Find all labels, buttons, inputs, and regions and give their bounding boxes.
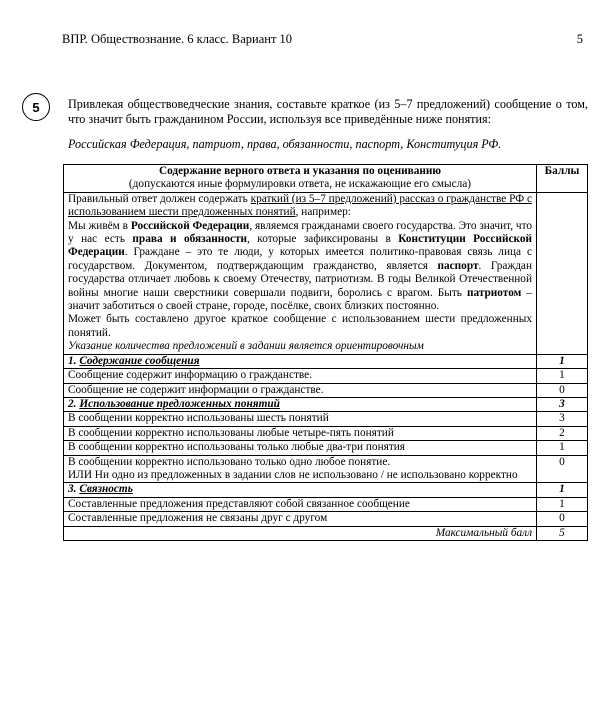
table-row: [64, 441, 588, 455]
criterion-title: Связность: [79, 483, 133, 496]
task-number-badge: 5: [22, 93, 50, 121]
criterion-title: Содержание сообщения: [79, 354, 200, 367]
criterion-row-score: 1: [537, 369, 588, 383]
answer-example: Мы живём в Российской Федерации, являемся гражданами своего государства. Это значит, что у нас есть права и обязанности, которые зафиксированы в Конституции Российской Федерации. Граждане – это те люди, у которых имеется политико-правовая связь лица с государством. Документом, подтверждающим гражданство, является паспорт. Граждан государства отличает любовь к своему Отечеству, патриотизм. В годы Великой Отечественной войны многие наши сверстники совершали подвиги, боролись с врагом. Быть патриотом – значит заботиться о своей стране, городе, посёлке, своих близких постоянно.: [68, 219, 533, 313]
header-score: Баллы: [537, 165, 588, 193]
criterion-row-text: Составленные предложения представляют собой связанное сообщение: [64, 497, 537, 511]
criterion-max-score: 3: [537, 397, 588, 411]
table-row: [64, 512, 588, 526]
header-sub: (допускаются иные формулировки ответа, не искажающие его смысла): [128, 178, 472, 191]
table-header-row: [64, 165, 588, 193]
grading-table: [63, 164, 588, 541]
answer-note: Указание количества предложений в задании является ориентировочным: [68, 340, 424, 353]
answer-cell: [64, 192, 537, 354]
criterion-row-score: 0: [537, 512, 588, 526]
answer-score-empty: [537, 192, 588, 354]
page-header: [62, 32, 583, 47]
table-row: [64, 383, 588, 397]
criterion-row-text: В сообщении корректно использованы любые четыре-пять понятий: [64, 426, 537, 440]
page-number: 5: [576, 32, 583, 46]
criterion-number: 1.: [68, 354, 77, 367]
document-title: ВПР. Обществознание. 6 класс. Вариант 10: [62, 32, 293, 46]
answer-alternative: Может быть составлено другое краткое сообщение с использованием шести предложенных понятий.: [68, 313, 532, 339]
criterion-row-score: 3: [537, 412, 588, 426]
table-row: [64, 455, 588, 483]
criterion-row-text: В сообщении корректно использованы только любые два-три понятия: [64, 441, 537, 455]
answer-intro-end: , например:: [295, 206, 351, 219]
answer-intro-underlined: краткий (из 5–7 предложений) рассказ о гражданстве РФ с использованием шести предложенных понятий: [68, 192, 532, 219]
max-score-row: [64, 526, 588, 540]
table-row: [64, 497, 588, 511]
task-prompt: Привлекая обществоведческие знания, составьте краткое (из 5–7 предложений) сообщение о том, что значит быть гражданином России, используя все приведённые ниже понятия:: [68, 97, 588, 126]
header-main: Содержание верного ответа и указания по оцениванию: [158, 165, 442, 177]
criterion-row-text: Составленные предложения не связаны друг с другом: [64, 512, 537, 526]
table-header-content: [64, 165, 537, 193]
criterion-title: Использование предложенных понятий: [79, 397, 280, 410]
criterion-row-score: 1: [537, 497, 588, 511]
max-score-label: Максимальный балл: [64, 526, 537, 540]
criterion-number: 3.: [68, 483, 77, 496]
criterion-max-score: 1: [537, 354, 588, 368]
answer-intro: Правильный ответ должен содержать: [68, 192, 251, 205]
criterion-row-text: Сообщение не содержит информации о гражданстве.: [64, 383, 537, 397]
criterion-row-score: 0: [537, 455, 588, 483]
criterion-row-text: В сообщении корректно использовано только одно любое понятие. ИЛИ Ни одно из предложенных в задании слов не использовано / не использовано корректно: [64, 455, 537, 483]
table-row: [64, 369, 588, 383]
table-row: [64, 426, 588, 440]
task-concepts: Российская Федерация, патриот, права, обязанности, паспорт, Конституция РФ.: [68, 137, 502, 151]
table-row: [64, 412, 588, 426]
criterion-title-row: [64, 483, 588, 497]
criterion-row-score: 1: [537, 441, 588, 455]
criterion-number: 2.: [68, 397, 77, 410]
criterion-title-row: [64, 354, 588, 368]
criterion-row-score: 0: [537, 383, 588, 397]
max-score-value: 5: [537, 526, 588, 540]
criterion-title-row: [64, 397, 588, 411]
criterion-max-score: 1: [537, 483, 588, 497]
answer-row: [64, 192, 588, 354]
criterion-row-text: В сообщении корректно использованы шесть понятий: [64, 412, 537, 426]
criterion-row-score: 2: [537, 426, 588, 440]
criterion-row-text: Сообщение содержит информацию о гражданстве.: [64, 369, 537, 383]
